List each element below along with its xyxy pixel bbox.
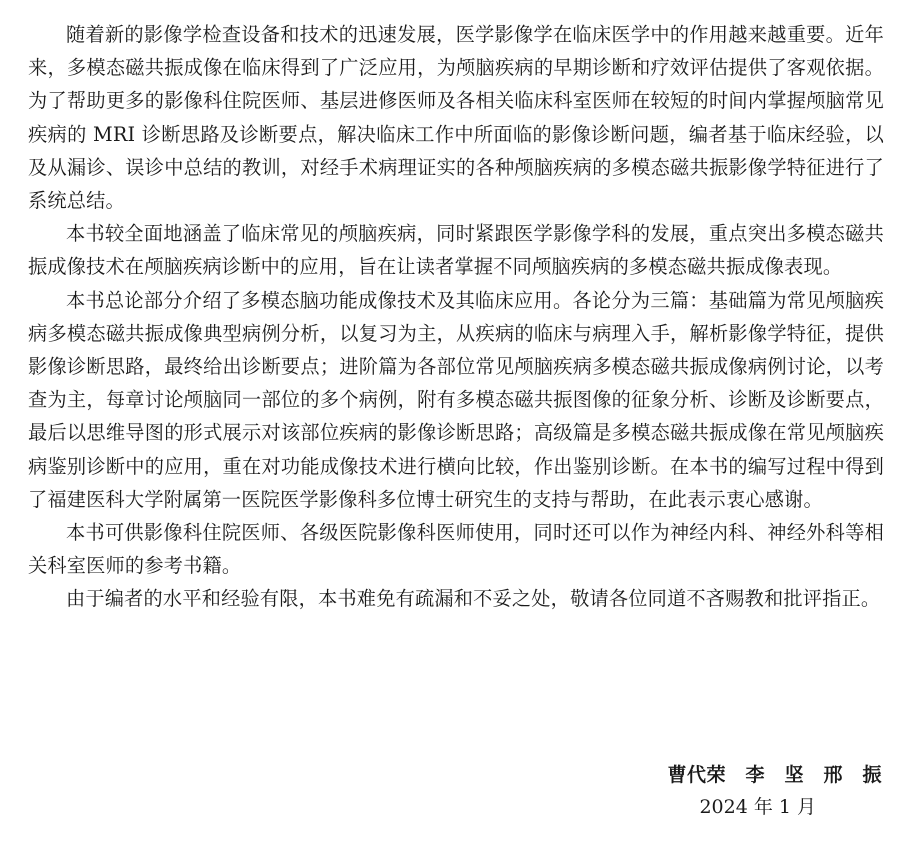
preface-paragraph-1: 随着新的影像学检查设备和技术的迅速发展，医学影像学在临床医学中的作用越来越重要。近年来，多模态磁共振成像在临床得到了广泛应用，为颅脑疾病的早期诊断和疗效评估提供了客观依据。为了帮助更多的影像科住院医师、基层进修医师及各相关临床科室医师在较短的时间内掌握颅脑常见疾病的 MRI 诊断思路及诊断要点，解决临床工作中所面临的影像诊断问题，编者基于临床经验，以及从漏诊、误诊中总结的教训，对经手术病理证实的各种颅脑疾病的多模态磁共振影像学特征进行了系统总结。 bbox=[28, 23, 884, 213]
preface-date: 2024 年 1 月 bbox=[699, 796, 816, 818]
signature-block bbox=[667, 760, 882, 824]
preface-paragraph-4: 本书可供影像科住院医师、各级医院影像科医师使用，同时还可以作为神经内科、神经外科等相关科室医师的参考书籍。 bbox=[28, 521, 884, 578]
author-names: 曹代荣 李 坚 邢 振 bbox=[667, 764, 882, 786]
preface-body bbox=[28, 18, 884, 616]
preface-paragraph-2: 本书较全面地涵盖了临床常见的颅脑疾病，同时紧跟医学影像学科的发展，重点突出多模态磁共振成像技术在颅脑疾病诊断中的应用，旨在让读者掌握不同颅脑疾病的多模态磁共振成像表现。 bbox=[28, 222, 884, 279]
preface-paragraph-5: 由于编者的水平和经验有限，本书难免有疏漏和不妥之处，敬请各位同道不吝赐教和批评指正。 bbox=[66, 587, 881, 611]
preface-paragraph-3: 本书总论部分介绍了多模态脑功能成像技术及其临床应用。各论分为三篇：基础篇为常见颅脑疾病多模态磁共振成像典型病例分析，以复习为主，从疾病的临床与病理入手，解析影像学特征，提供影像诊断思路，最终给出诊断要点；进阶篇为各部位常见颅脑疾病多模态磁共振成像病例讨论，以考查为主，每章讨论颅脑同一部位的多个病例，附有多模态磁共振图像的征象分析、诊断及诊断要点，最后以思维导图的形式展示对该部位疾病的影像诊断思路；高级篇是多模态磁共振成像在常见颅脑疾病鉴别诊断中的应用，重在对功能成像技术进行横向比较，作出鉴别诊断。在本书的编写过程中得到了福建医科大学附属第一医院医学影像科多位博士研究生的支持与帮助，在此表示衷心感谢。 bbox=[28, 288, 884, 511]
